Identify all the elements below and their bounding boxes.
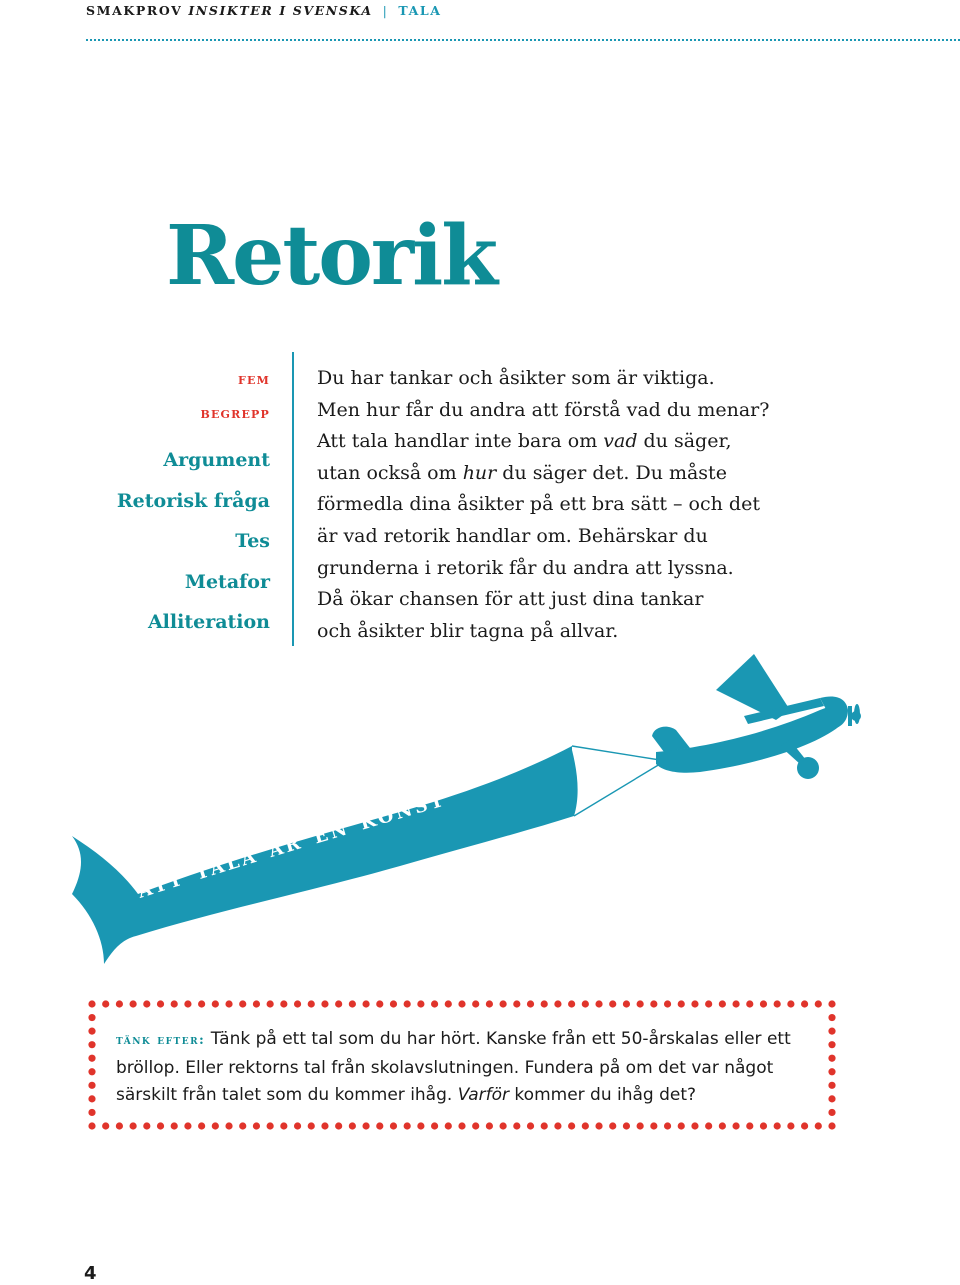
border-dot bbox=[362, 1122, 369, 1129]
border-dot bbox=[732, 1122, 739, 1129]
border-dot bbox=[417, 1122, 424, 1129]
border-dot bbox=[335, 1122, 342, 1129]
border-dot bbox=[527, 1000, 534, 1007]
border-dot bbox=[637, 1122, 644, 1129]
border-dot bbox=[184, 1000, 191, 1007]
border-dot bbox=[568, 1000, 575, 1007]
border-dot bbox=[678, 1122, 685, 1129]
border-dot bbox=[541, 1000, 548, 1007]
border-dot bbox=[102, 1122, 109, 1129]
think-text: Tänk på ett tal som du har hört. Kanske från ett 50-årskalas eller ett bröllop. Eller rektorns tal från skolavslutningen. Fundera på om det var något särskilt från talet som du kommer ihåg. bbox=[116, 1029, 791, 1105]
border-dot bbox=[664, 1122, 671, 1129]
concepts-kicker-line2: begrepp bbox=[200, 404, 270, 422]
border-dot bbox=[691, 1122, 698, 1129]
intro-line: Då ökar chansen för att just dina tankar bbox=[317, 588, 704, 611]
header-book-title: INSIKTER I SVENSKA bbox=[188, 3, 373, 18]
intro-line: är vad retorik handlar om. Behärskar du bbox=[317, 524, 708, 547]
border-dot bbox=[760, 1122, 767, 1129]
border-dot bbox=[828, 1028, 835, 1035]
border-dot bbox=[678, 1000, 685, 1007]
border-dot bbox=[267, 1000, 274, 1007]
border-dot bbox=[321, 1000, 328, 1007]
border-dot bbox=[500, 1122, 507, 1129]
border-dot bbox=[705, 1122, 712, 1129]
border-dot bbox=[321, 1122, 328, 1129]
intro-text: utan också om bbox=[317, 461, 463, 484]
border-dot bbox=[760, 1000, 767, 1007]
border-dot bbox=[431, 1000, 438, 1007]
border-dot bbox=[458, 1122, 465, 1129]
header-brand: SMAKPROV bbox=[86, 3, 183, 18]
border-dot bbox=[88, 1122, 95, 1129]
border-dot bbox=[212, 1000, 219, 1007]
border-dot bbox=[88, 1028, 95, 1035]
border-dot bbox=[527, 1122, 534, 1129]
intro-emphasis: hur bbox=[462, 461, 497, 484]
border-dot bbox=[143, 1122, 150, 1129]
border-dot bbox=[472, 1000, 479, 1007]
border-dot bbox=[486, 1122, 493, 1129]
border-dot bbox=[691, 1000, 698, 1007]
border-dot bbox=[445, 1122, 452, 1129]
border-dot bbox=[637, 1000, 644, 1007]
border-dot bbox=[280, 1000, 287, 1007]
border-dot bbox=[664, 1000, 671, 1007]
border-dot bbox=[828, 1014, 835, 1021]
border-dot bbox=[815, 1000, 822, 1007]
border-dot bbox=[280, 1122, 287, 1129]
border-dot bbox=[225, 1122, 232, 1129]
border-dot bbox=[595, 1000, 602, 1007]
concept-term: Tes bbox=[235, 530, 270, 552]
intro-emphasis: vad bbox=[603, 430, 638, 453]
border-dot bbox=[171, 1000, 178, 1007]
border-dot bbox=[88, 1041, 95, 1048]
border-dot bbox=[404, 1122, 411, 1129]
border-dot bbox=[458, 1000, 465, 1007]
border-dot bbox=[445, 1000, 452, 1007]
concept-term: Argument bbox=[163, 449, 270, 471]
border-dot bbox=[541, 1122, 548, 1129]
border-dot bbox=[801, 1122, 808, 1129]
header-separator: | bbox=[382, 3, 389, 18]
border-dot bbox=[787, 1122, 794, 1129]
think-box-text bbox=[116, 1026, 824, 1110]
border-dot bbox=[157, 1122, 164, 1129]
border-dot bbox=[88, 1095, 95, 1102]
border-dot bbox=[390, 1000, 397, 1007]
border-dot bbox=[595, 1122, 602, 1129]
border-dot bbox=[225, 1000, 232, 1007]
border-dot bbox=[705, 1000, 712, 1007]
border-dot bbox=[376, 1122, 383, 1129]
concept-term: Metafor bbox=[184, 570, 270, 593]
border-dot bbox=[623, 1000, 630, 1007]
border-dot bbox=[253, 1122, 260, 1129]
border-dot bbox=[828, 1122, 835, 1129]
border-dot bbox=[828, 1055, 835, 1062]
concept-term: Retorisk fråga bbox=[116, 489, 270, 512]
intro-line: grunderna i retorik får du andra att lyssna. bbox=[317, 556, 734, 579]
border-dot bbox=[349, 1122, 356, 1129]
border-dot bbox=[198, 1122, 205, 1129]
border-dot bbox=[828, 1109, 835, 1116]
airplane-icon bbox=[652, 654, 861, 779]
intro-text: du säger det. Du måste bbox=[496, 461, 727, 484]
border-dot bbox=[828, 1095, 835, 1102]
border-dot bbox=[349, 1000, 356, 1007]
intro-line: Du har tankar och åsikter som är viktiga. bbox=[317, 367, 715, 389]
border-dot bbox=[746, 1122, 753, 1129]
border-dot bbox=[88, 1000, 95, 1007]
border-dot bbox=[417, 1000, 424, 1007]
border-dot bbox=[294, 1000, 301, 1007]
page-number: 4 bbox=[84, 1263, 97, 1284]
border-dot bbox=[801, 1000, 808, 1007]
border-dot bbox=[650, 1122, 657, 1129]
border-dot bbox=[212, 1122, 219, 1129]
border-dot bbox=[308, 1000, 315, 1007]
border-dot bbox=[116, 1000, 123, 1007]
concept-term: Alliteration bbox=[147, 611, 270, 633]
border-dot bbox=[198, 1000, 205, 1007]
border-dot bbox=[431, 1122, 438, 1129]
border-dot bbox=[143, 1000, 150, 1007]
think-lead: tänk efter: bbox=[116, 1033, 206, 1048]
border-dot bbox=[554, 1000, 561, 1007]
intro-line: förmedla dina åsikter på ett bra sätt – och det bbox=[317, 493, 760, 516]
border-dot bbox=[130, 1122, 137, 1129]
border-dot bbox=[719, 1000, 726, 1007]
border-dot bbox=[335, 1000, 342, 1007]
intro-line bbox=[317, 458, 837, 490]
border-dot bbox=[828, 1068, 835, 1075]
border-dot bbox=[774, 1122, 781, 1129]
think-text: kommer du ihåg det? bbox=[509, 1085, 697, 1105]
banner-text: att tala är en konst bbox=[133, 782, 450, 905]
border-dot bbox=[513, 1000, 520, 1007]
border-dot bbox=[719, 1122, 726, 1129]
border-dot bbox=[746, 1000, 753, 1007]
intro-text: Att tala handlar inte bara om bbox=[317, 430, 604, 453]
border-dot bbox=[362, 1000, 369, 1007]
border-dot bbox=[650, 1000, 657, 1007]
border-dot bbox=[171, 1122, 178, 1129]
border-dot bbox=[472, 1122, 479, 1129]
border-dot bbox=[130, 1000, 137, 1007]
border-dot bbox=[828, 1041, 835, 1048]
border-dot bbox=[308, 1122, 315, 1129]
airplane-banner-illustration bbox=[0, 640, 960, 980]
border-dot bbox=[828, 1000, 835, 1007]
border-dot bbox=[609, 1000, 616, 1007]
border-dot bbox=[486, 1000, 493, 1007]
border-dot bbox=[239, 1000, 246, 1007]
border-dot bbox=[404, 1000, 411, 1007]
header-section: TALA bbox=[398, 3, 442, 18]
border-dot bbox=[774, 1000, 781, 1007]
intro-text: du säger, bbox=[637, 430, 732, 453]
intro-line: och åsikter blir tagna på allvar. bbox=[317, 619, 619, 642]
concepts-kicker-line1: fem bbox=[238, 370, 270, 388]
banner-ribbon bbox=[72, 746, 578, 964]
border-dot bbox=[376, 1000, 383, 1007]
border-dot bbox=[787, 1000, 794, 1007]
intro-paragraph bbox=[317, 363, 837, 647]
border-dot bbox=[623, 1122, 630, 1129]
border-dot bbox=[88, 1014, 95, 1021]
border-dot bbox=[554, 1122, 561, 1129]
border-dot bbox=[513, 1122, 520, 1129]
tow-lines bbox=[572, 746, 660, 816]
border-dot bbox=[184, 1122, 191, 1129]
border-dot bbox=[88, 1082, 95, 1089]
border-dot bbox=[582, 1122, 589, 1129]
border-dot bbox=[582, 1000, 589, 1007]
border-dot bbox=[609, 1122, 616, 1129]
border-dot bbox=[253, 1000, 260, 1007]
running-header bbox=[86, 3, 442, 18]
intro-line: Men hur får du andra att förstå vad du menar? bbox=[317, 398, 770, 421]
border-dot bbox=[239, 1122, 246, 1129]
intro-line bbox=[317, 426, 837, 458]
border-dot bbox=[815, 1122, 822, 1129]
border-dot bbox=[732, 1000, 739, 1007]
concepts-sidebar bbox=[117, 362, 270, 643]
border-dot bbox=[102, 1000, 109, 1007]
border-dot bbox=[500, 1000, 507, 1007]
border-dot bbox=[157, 1000, 164, 1007]
think-emphasis: Varför bbox=[457, 1085, 510, 1105]
vertical-divider bbox=[292, 352, 294, 646]
border-dot bbox=[390, 1122, 397, 1129]
border-dot bbox=[88, 1055, 95, 1062]
border-dot bbox=[568, 1122, 575, 1129]
border-dot bbox=[828, 1082, 835, 1089]
border-dot bbox=[88, 1109, 95, 1116]
header-dotted-rule bbox=[86, 39, 960, 41]
border-dot bbox=[294, 1122, 301, 1129]
border-dot bbox=[88, 1068, 95, 1075]
page-title: Retorik bbox=[166, 208, 497, 304]
border-dot bbox=[267, 1122, 274, 1129]
border-dot bbox=[116, 1122, 123, 1129]
concepts-term-list bbox=[117, 440, 270, 643]
